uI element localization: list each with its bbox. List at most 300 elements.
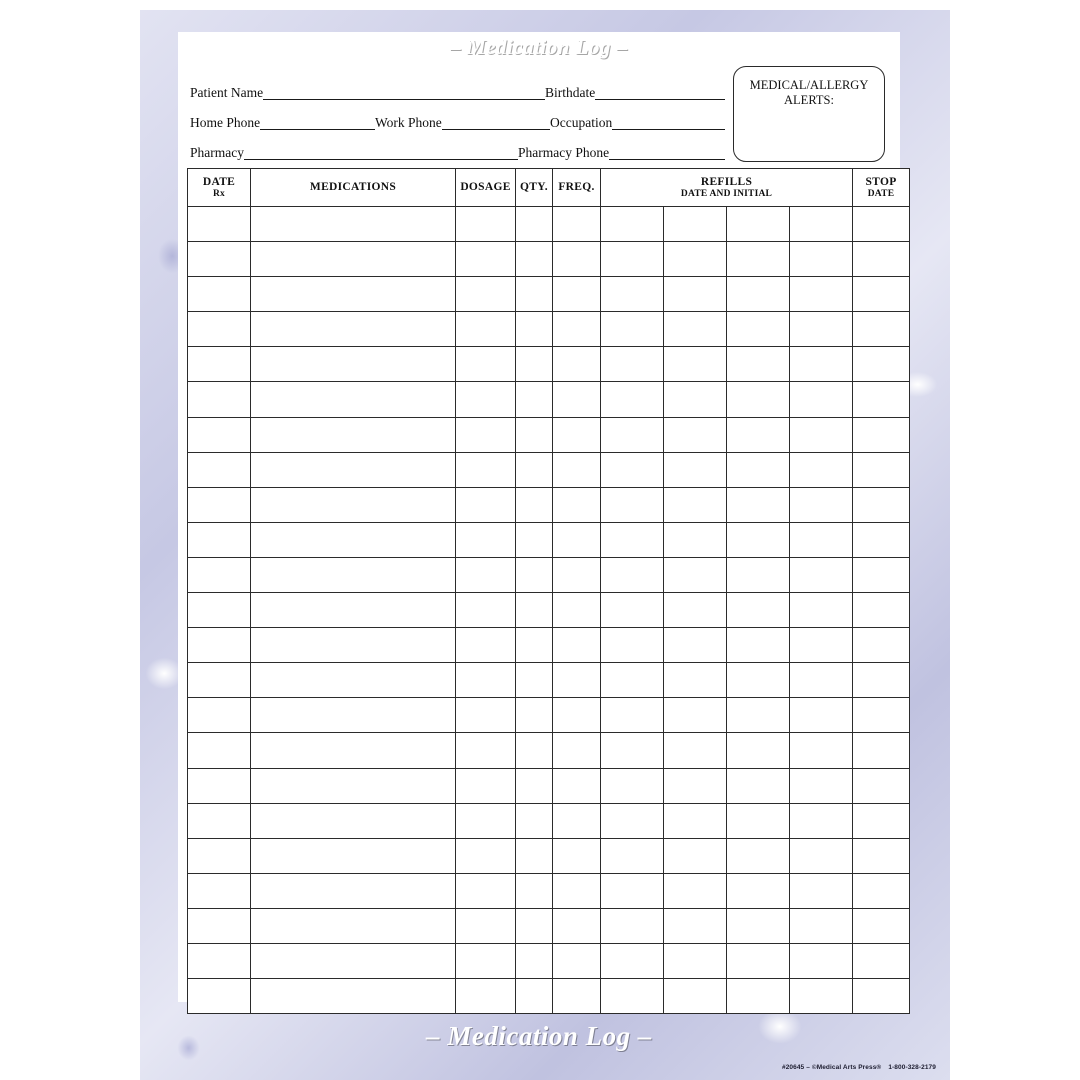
pharmacy-phone-rule[interactable] [609,148,725,160]
cell-refill-3[interactable] [727,312,790,347]
cell-date-rx[interactable] [188,593,251,628]
cell-qty[interactable] [516,347,553,382]
cell-stop-date[interactable] [853,417,910,452]
cell-date-rx[interactable] [188,277,251,312]
cell-medications[interactable] [251,768,456,803]
cell-freq[interactable] [553,908,601,943]
cell-refill-2[interactable] [664,943,727,978]
cell-dosage[interactable] [456,979,516,1014]
cell-refill-4[interactable] [790,382,853,417]
credit-phone: 1-800-328-2179 [888,1064,936,1071]
cell-freq[interactable] [553,873,601,908]
cell-freq[interactable] [553,452,601,487]
cell-refill-4[interactable] [790,522,853,557]
patient-header-fields [190,70,725,166]
cell-dosage[interactable] [456,452,516,487]
column-header-date-label: DATE [202,175,236,188]
cell-refill-4[interactable] [790,768,853,803]
cell-qty[interactable] [516,768,553,803]
cell-qty[interactable] [516,943,553,978]
cell-medications[interactable] [251,452,456,487]
cell-refill-2[interactable] [664,487,727,522]
column-header-stop-date-sub: DATE [867,188,895,199]
cell-refill-1[interactable] [601,838,664,873]
cell-refill-1[interactable] [601,207,664,242]
birthdate-label: Birthdate [545,84,596,100]
cell-refill-3[interactable] [727,908,790,943]
cell-refill-3[interactable] [727,979,790,1014]
cell-medications[interactable] [251,733,456,768]
cell-refill-4[interactable] [790,417,853,452]
pharmacy-field[interactable] [190,146,518,161]
cell-refill-4[interactable] [790,207,853,242]
cell-freq[interactable] [553,312,601,347]
cell-stop-date[interactable] [853,873,910,908]
cell-stop-date[interactable] [853,277,910,312]
cell-stop-date[interactable] [853,733,910,768]
table-row [188,803,910,838]
cell-refill-2[interactable] [664,522,727,557]
cell-refill-2[interactable] [664,698,727,733]
cell-refill-4[interactable] [790,979,853,1014]
cell-refill-2[interactable] [664,347,727,382]
table-row [188,347,910,382]
cell-refill-2[interactable] [664,593,727,628]
cell-freq[interactable] [553,417,601,452]
birthdate-field[interactable] [545,86,725,101]
cell-refill-3[interactable] [727,207,790,242]
cell-refill-4[interactable] [790,943,853,978]
cell-date-rx[interactable] [188,698,251,733]
table-row [188,943,910,978]
alerts-box-label-line1: MEDICAL/ALLERGY [749,78,869,92]
cell-freq[interactable] [553,347,601,382]
cell-refill-1[interactable] [601,312,664,347]
cell-qty[interactable] [516,838,553,873]
cell-refill-1[interactable] [601,698,664,733]
cell-freq[interactable] [553,628,601,663]
header-row-1 [190,70,725,100]
table-row [188,557,910,592]
cell-stop-date[interactable] [853,452,910,487]
cell-dosage[interactable] [456,382,516,417]
cell-stop-date[interactable] [853,593,910,628]
cell-freq[interactable] [553,557,601,592]
cell-medications[interactable] [251,347,456,382]
cell-freq[interactable] [553,698,601,733]
cell-qty[interactable] [516,908,553,943]
cell-refill-3[interactable] [727,873,790,908]
cell-refill-1[interactable] [601,803,664,838]
table-row [188,873,910,908]
cell-medications[interactable] [251,557,456,592]
cell-refill-2[interactable] [664,312,727,347]
cell-refill-2[interactable] [664,768,727,803]
cell-medications[interactable] [251,803,456,838]
cell-medications[interactable] [251,663,456,698]
table-row [188,908,910,943]
cell-date-rx[interactable] [188,382,251,417]
cell-freq[interactable] [553,242,601,277]
cell-dosage[interactable] [456,803,516,838]
cell-qty[interactable] [516,242,553,277]
cell-refill-4[interactable] [790,312,853,347]
cell-refill-3[interactable] [727,803,790,838]
cell-refill-1[interactable] [601,733,664,768]
cell-dosage[interactable] [456,312,516,347]
cell-date-rx[interactable] [188,838,251,873]
cell-refill-1[interactable] [601,768,664,803]
cell-dosage[interactable] [456,663,516,698]
birthdate-rule[interactable] [595,88,725,100]
cell-medications[interactable] [251,417,456,452]
home-phone-label: Home Phone [190,114,261,130]
work-phone-field[interactable] [375,116,550,131]
cell-refill-4[interactable] [790,663,853,698]
cell-date-rx[interactable] [188,908,251,943]
cell-qty[interactable] [516,452,553,487]
cell-refill-4[interactable] [790,242,853,277]
cell-stop-date[interactable] [853,803,910,838]
cell-date-rx[interactable] [188,628,251,663]
cell-dosage[interactable] [456,768,516,803]
cell-stop-date[interactable] [853,838,910,873]
cell-qty[interactable] [516,979,553,1014]
cell-medications[interactable] [251,277,456,312]
cell-refill-3[interactable] [727,487,790,522]
cell-refill-1[interactable] [601,979,664,1014]
cell-dosage[interactable] [456,628,516,663]
cell-dosage[interactable] [456,873,516,908]
cell-date-rx[interactable] [188,207,251,242]
cell-refill-2[interactable] [664,277,727,312]
cell-date-rx[interactable] [188,873,251,908]
cell-freq[interactable] [553,733,601,768]
cell-refill-2[interactable] [664,838,727,873]
cell-qty[interactable] [516,803,553,838]
cell-refill-1[interactable] [601,628,664,663]
cell-dosage[interactable] [456,943,516,978]
cell-refill-1[interactable] [601,277,664,312]
cell-qty[interactable] [516,312,553,347]
occupation-label: Occupation [550,114,613,130]
cell-date-rx[interactable] [188,768,251,803]
credit-publisher: ©Medical Arts Press® [811,1064,882,1071]
cell-qty[interactable] [516,277,553,312]
header-row-2 [190,100,725,130]
table-header-row [188,169,910,207]
cell-stop-date[interactable] [853,557,910,592]
cell-refill-1[interactable] [601,242,664,277]
cell-refill-3[interactable] [727,557,790,592]
column-header-stop-date [853,169,910,207]
cell-dosage[interactable] [456,698,516,733]
cell-refill-2[interactable] [664,908,727,943]
cell-date-rx[interactable] [188,347,251,382]
cell-refill-4[interactable] [790,908,853,943]
table-row [188,207,910,242]
cell-refill-1[interactable] [601,417,664,452]
cell-freq[interactable] [553,277,601,312]
cell-dosage[interactable] [456,733,516,768]
cell-refill-2[interactable] [664,663,727,698]
cell-refill-3[interactable] [727,838,790,873]
cell-refill-1[interactable] [601,943,664,978]
cell-dosage[interactable] [456,347,516,382]
cell-refill-4[interactable] [790,698,853,733]
table-row [188,593,910,628]
cell-refill-3[interactable] [727,663,790,698]
cell-refill-3[interactable] [727,768,790,803]
cell-medications[interactable] [251,312,456,347]
cell-freq[interactable] [553,487,601,522]
cell-refill-2[interactable] [664,733,727,768]
cell-refill-1[interactable] [601,522,664,557]
cell-dosage[interactable] [456,557,516,592]
cell-medications[interactable] [251,242,456,277]
cell-stop-date[interactable] [853,312,910,347]
cell-refill-1[interactable] [601,557,664,592]
cell-refill-4[interactable] [790,628,853,663]
work-phone-rule[interactable] [442,118,550,130]
cell-refill-2[interactable] [664,628,727,663]
table-row [188,277,910,312]
cell-date-rx[interactable] [188,733,251,768]
cell-stop-date[interactable] [853,487,910,522]
cell-refill-1[interactable] [601,487,664,522]
cell-refill-4[interactable] [790,487,853,522]
cell-refill-3[interactable] [727,593,790,628]
cell-freq[interactable] [553,663,601,698]
cell-stop-date[interactable] [853,207,910,242]
cell-dosage[interactable] [456,838,516,873]
cell-dosage[interactable] [456,908,516,943]
cell-date-rx[interactable] [188,242,251,277]
patient-name-field[interactable] [190,86,545,101]
table-row [188,663,910,698]
cell-refill-2[interactable] [664,452,727,487]
medication-log-table [187,168,910,1014]
table-row [188,242,910,277]
cell-refill-1[interactable] [601,452,664,487]
table-row [188,487,910,522]
pharmacy-phone-label: Pharmacy Phone [518,144,610,160]
cell-stop-date[interactable] [853,908,910,943]
cell-refill-4[interactable] [790,452,853,487]
cell-freq[interactable] [553,522,601,557]
cell-stop-date[interactable] [853,522,910,557]
cell-refill-4[interactable] [790,838,853,873]
cell-freq[interactable] [553,382,601,417]
cell-date-rx[interactable] [188,522,251,557]
cell-date-rx[interactable] [188,803,251,838]
cell-medications[interactable] [251,873,456,908]
cell-dosage[interactable] [456,277,516,312]
cell-refill-4[interactable] [790,277,853,312]
cell-refill-3[interactable] [727,698,790,733]
cell-refill-2[interactable] [664,803,727,838]
cell-refill-3[interactable] [727,347,790,382]
cell-refill-4[interactable] [790,873,853,908]
patient-name-label: Patient Name [190,84,264,100]
cell-stop-date[interactable] [853,698,910,733]
cell-freq[interactable] [553,943,601,978]
cell-refill-2[interactable] [664,979,727,1014]
cell-refill-2[interactable] [664,417,727,452]
cell-freq[interactable] [553,838,601,873]
occupation-rule[interactable] [612,118,725,130]
cell-dosage[interactable] [456,207,516,242]
alerts-box-label-line2: ALERTS: [784,92,834,107]
cell-refill-2[interactable] [664,557,727,592]
table-row [188,768,910,803]
page-title: – Medication Log – [450,34,628,59]
cell-refill-3[interactable] [727,382,790,417]
cell-refill-1[interactable] [601,873,664,908]
cell-date-rx[interactable] [188,487,251,522]
home-phone-rule[interactable] [260,118,375,130]
cell-qty[interactable] [516,663,553,698]
cell-dosage[interactable] [456,242,516,277]
cell-refill-1[interactable] [601,908,664,943]
cell-qty[interactable] [516,873,553,908]
cell-refill-1[interactable] [601,347,664,382]
table-row [188,698,910,733]
pharmacy-rule[interactable] [244,148,518,160]
cell-freq[interactable] [553,803,601,838]
cell-stop-date[interactable] [853,979,910,1014]
cell-medications[interactable] [251,382,456,417]
column-header-rx-sub: Rx [212,188,225,199]
cell-freq[interactable] [553,593,601,628]
medical-allergy-alerts-box[interactable] [733,66,885,162]
table-row [188,522,910,557]
cell-qty[interactable] [516,628,553,663]
pharmacy-phone-field[interactable] [518,146,725,161]
cell-refill-3[interactable] [727,452,790,487]
cell-refill-3[interactable] [727,733,790,768]
cell-qty[interactable] [516,417,553,452]
cell-medications[interactable] [251,628,456,663]
cell-refill-2[interactable] [664,207,727,242]
column-header-freq: FREQ. [553,169,601,207]
cell-medications[interactable] [251,943,456,978]
cell-date-rx[interactable] [188,557,251,592]
table-row [188,628,910,663]
cell-medications[interactable] [251,593,456,628]
cell-freq[interactable] [553,207,601,242]
column-header-medications: MEDICATIONS [251,169,456,207]
cell-medications[interactable] [251,487,456,522]
cell-date-rx[interactable] [188,452,251,487]
cell-date-rx[interactable] [188,943,251,978]
cell-date-rx[interactable] [188,417,251,452]
cell-qty[interactable] [516,522,553,557]
credit-separator: – [806,1064,810,1071]
column-header-date-rx [188,169,251,207]
cell-stop-date[interactable] [853,382,910,417]
cell-stop-date[interactable] [853,768,910,803]
table-row [188,452,910,487]
column-header-refills-sub: DATE AND INITIAL [680,188,773,199]
cell-dosage[interactable] [456,487,516,522]
cell-qty[interactable] [516,557,553,592]
footer-title: – Medication Log – [426,1020,652,1051]
patient-name-rule[interactable] [263,88,545,100]
cell-dosage[interactable] [456,522,516,557]
publisher-credit-line [0,1064,936,1071]
cell-refill-1[interactable] [601,382,664,417]
cell-medications[interactable] [251,979,456,1014]
cell-refill-3[interactable] [727,417,790,452]
form-title-bar-top [178,32,900,62]
table-row [188,733,910,768]
cell-refill-2[interactable] [664,873,727,908]
cell-qty[interactable] [516,207,553,242]
cell-stop-date[interactable] [853,943,910,978]
cell-qty[interactable] [516,733,553,768]
cell-refill-1[interactable] [601,593,664,628]
cell-qty[interactable] [516,593,553,628]
cell-refill-2[interactable] [664,242,727,277]
column-header-stop-label: STOP [865,175,897,188]
cell-refill-3[interactable] [727,242,790,277]
cell-stop-date[interactable] [853,347,910,382]
cell-refill-2[interactable] [664,382,727,417]
cell-refill-3[interactable] [727,522,790,557]
table-row [188,979,910,1014]
cell-dosage[interactable] [456,417,516,452]
cell-refill-3[interactable] [727,628,790,663]
occupation-field[interactable] [550,116,725,131]
cell-refill-4[interactable] [790,347,853,382]
table-row [188,382,910,417]
cell-qty[interactable] [516,698,553,733]
home-phone-field[interactable] [190,116,375,131]
cell-qty[interactable] [516,487,553,522]
cell-stop-date[interactable] [853,663,910,698]
table-body [188,207,910,1014]
cell-date-rx[interactable] [188,663,251,698]
column-header-refills-label: REFILLS [700,175,753,188]
credit-item-number: #20645 [781,1064,805,1071]
cell-qty[interactable] [516,382,553,417]
cell-refill-4[interactable] [790,593,853,628]
cell-stop-date[interactable] [853,628,910,663]
pharmacy-label: Pharmacy [190,144,244,160]
table-row [188,312,910,347]
cell-refill-3[interactable] [727,943,790,978]
cell-medications[interactable] [251,908,456,943]
cell-freq[interactable] [553,768,601,803]
cell-medications[interactable] [251,522,456,557]
cell-refill-3[interactable] [727,277,790,312]
cell-refill-4[interactable] [790,803,853,838]
cell-refill-4[interactable] [790,557,853,592]
cell-date-rx[interactable] [188,979,251,1014]
cell-medications[interactable] [251,698,456,733]
cell-medications[interactable] [251,207,456,242]
work-phone-label: Work Phone [375,114,442,130]
cell-refill-1[interactable] [601,663,664,698]
cell-freq[interactable] [553,979,601,1014]
cell-dosage[interactable] [456,593,516,628]
cell-medications[interactable] [251,838,456,873]
cell-stop-date[interactable] [853,242,910,277]
cell-refill-4[interactable] [790,733,853,768]
cell-date-rx[interactable] [188,312,251,347]
column-header-qty: QTY. [516,169,553,207]
